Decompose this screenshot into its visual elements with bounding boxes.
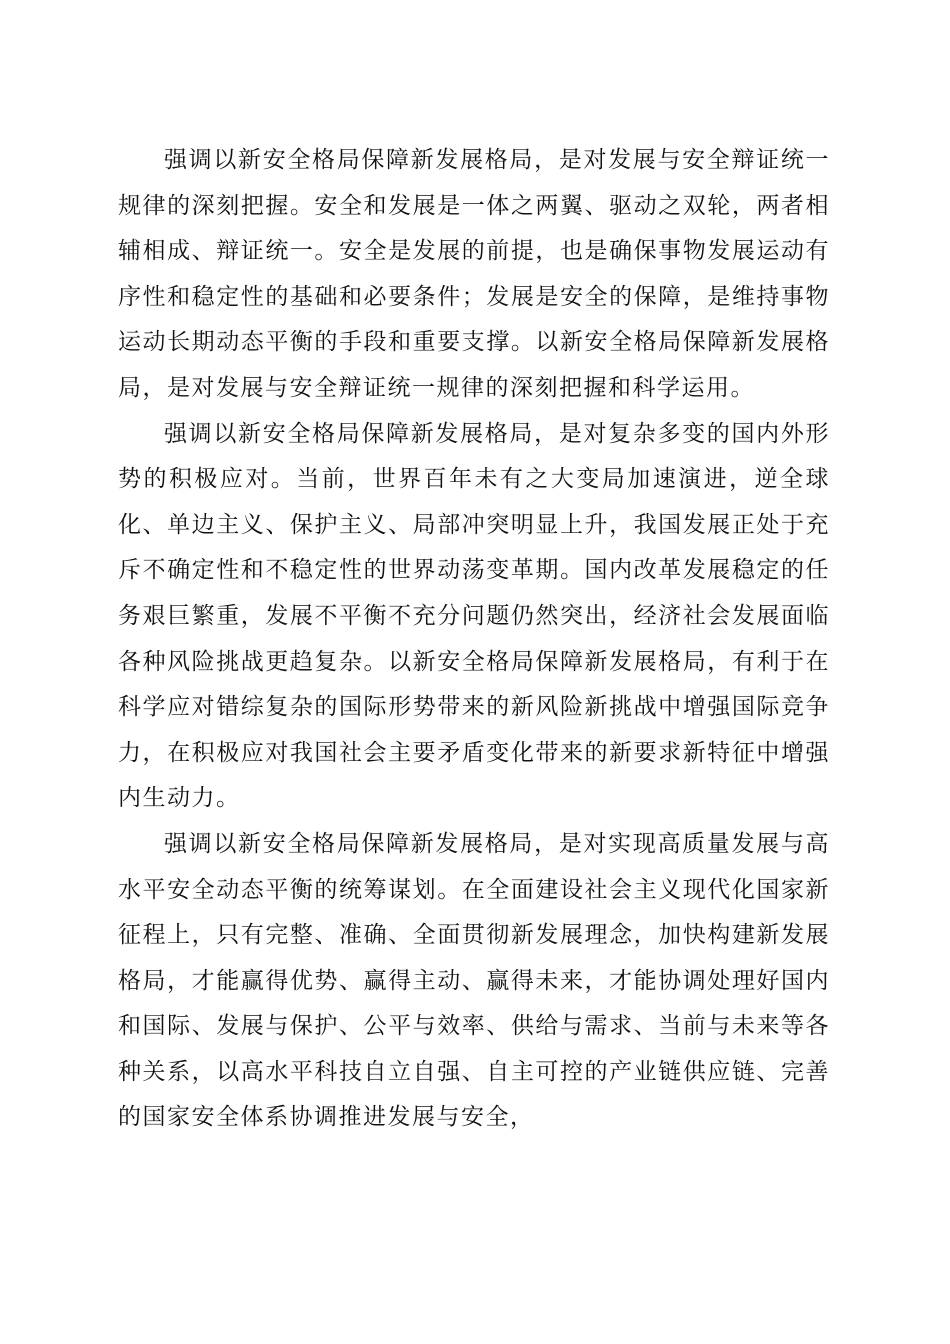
paragraph-3: 强调以新安全格局保障新发展格局，是对实现高质量发展与高水平安全动态平衡的统筹谋划。在全面建设社会主义现代化国家新征程上，只有完整、准确、全面贯彻新发展理念，加快构建新发展格局，才能赢得优势、赢得主动、赢得未来，才能协调处理好国内和国际、发展与保护、公平与效率、供给与需求、当前与未来等各种关系，以高水平科技自立自强、自主可控的产业链供应链、完善的国家安全体系协调推进发展与安全， <box>118 830 830 1131</box>
document-body <box>118 138 830 1141</box>
paragraph-1: 强调以新安全格局保障新发展格局，是对发展与安全辩证统一规律的深刻把握。安全和发展是一体之两翼、驱动之双轮，两者相辅相成、辩证统一。安全是发展的前提，也是确保事物发展运动有序性和稳定性的基础和必要条件；发展是安全的保障，是维持事物运动长期动态平衡的手段和重要支撑。以新安全格局保障新发展格局，是对发展与安全辩证统一规律的深刻把握和科学运用。 <box>118 147 830 401</box>
paragraph-2: 强调以新安全格局保障新发展格局，是对复杂多变的国内外形势的积极应对。当前，世界百年未有之大变局加速演进，逆全球化、单边主义、保护主义、局部冲突明显上升，我国发展正处于充斥不确定性和不稳定性的世界动荡变革期。国内改革发展稳定的任务艰巨繁重，发展不平衡不充分问题仍然突出，经济社会发展面临各种风险挑战更趋复杂。以新安全格局保障新发展格局，有利于在科学应对错综复杂的国际形势带来的新风险新挑战中增强国际竞争力，在积极应对我国社会主要矛盾变化带来的新要求新特征中增强内生动力。 <box>118 420 830 812</box>
